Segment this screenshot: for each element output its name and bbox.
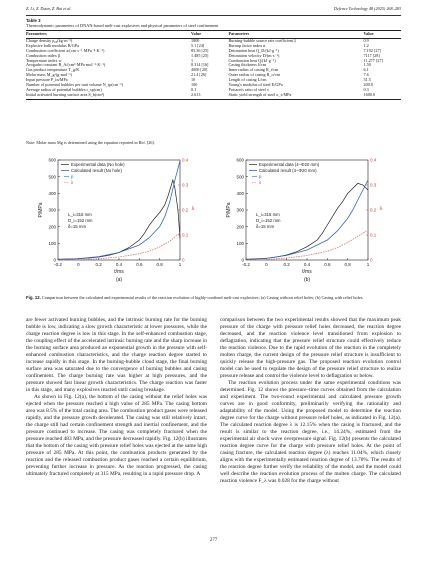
table-cell: Number of potential bubbles per unit volume N_sp(cm⁻³) (26, 82, 123, 88)
table-cell: 31.5 (363, 77, 371, 83)
y-tick-label: 600 (48, 157, 56, 163)
figure-caption (26, 295, 401, 300)
y-tick-label: 500 (48, 174, 56, 180)
x-tick-label: 1 (366, 262, 370, 267)
legend-entry: p (259, 174, 262, 179)
legend-entry: Calculated result (4−Φ20 mm) (259, 168, 317, 173)
panel-label: (b) (303, 277, 311, 283)
x-tick-label: 0.4 (303, 262, 311, 267)
table-caption (26, 18, 401, 28)
table-cell: Temperature index w (26, 57, 62, 63)
param-annotation: D_i=152 mm (68, 218, 93, 223)
y2-tick-label: 0.1 (182, 232, 189, 238)
y-tick-label: 300 (48, 207, 56, 213)
page-number: 277 (209, 538, 218, 543)
x-axis-label: t/ms (302, 269, 312, 275)
table-cell: Burning-bubble source rate coefficient ξ (228, 37, 297, 43)
table-cell: Young's modulus of steel E/GPa (228, 82, 283, 88)
table-cell: Combustion coefficient a/(cm·s⁻¹·MPa⁻ᵝ·K⁻¹) (26, 47, 105, 53)
table-cell: Charge density ρ₀₀(kg·m⁻³) (26, 37, 73, 43)
table-cell: 7117 [28] (363, 52, 380, 58)
x-tick-label: 0.6 (324, 262, 331, 267)
header-journal: Defence Technology 48 (2025) 268–283 (333, 6, 401, 11)
y2-tick-label: 0.2 (182, 207, 189, 213)
col-header: Value (364, 31, 402, 39)
figure-caption-text: Comparison between the calculated and experimental results of the reaction evolution of highly-confined melt-cast explosives: (a) Casing without relief holes; (b) Casing with relief holes. (41, 295, 364, 300)
y2-axis-label: λ (379, 206, 383, 212)
table-cell: 0.3 (363, 86, 369, 92)
table-cell: 0.9 (363, 37, 369, 43)
x-tick-label: 0 (265, 262, 268, 267)
paragraph: comparison between the two experimental results showed that the maximum peak pressure of the charge with pressure relief holes decreased, the reaction degree decreased, and the reaction violence level transitioned from explosion to deflagration, indicating that the pressure relief structure could effectively reduce the reaction violence. Due to the rapid evolution of the reaction in the completely molten charge, the current design of the pressure relief structure is insufficient to quickly release the high-pressure gas. The proposed reaction evolution control model can be used to regulate the design of the pressure relief structure to realize pressure release and control the violence level to deflagration or below. (220, 317, 401, 380)
table-cell: 4000 [20] (191, 67, 208, 73)
panel-label: (a) (115, 277, 123, 283)
table-cell: 1600.0 (364, 93, 402, 99)
table-cell: 7.192 [27] (363, 47, 381, 53)
lambda-curve (246, 230, 368, 260)
x-tick-label: 0.8 (344, 262, 351, 267)
legend-entry: Experimental data (No hole) (71, 162, 125, 167)
y-axis-label: P/MPa (38, 202, 44, 218)
param-annotation: D_i=152 mm (256, 218, 281, 223)
table-note: Note: Molar mass Mg is determined using the equation reported in Ref. [26]. (26, 140, 155, 145)
table-cell: 6.1 (363, 67, 369, 73)
y-tick-label: 100 (48, 240, 56, 246)
table-cell: 100 (191, 82, 198, 88)
legend-entry: λ (71, 180, 74, 185)
x-tick-label: 0.2 (283, 262, 290, 267)
table-cell: Inner radius of casing R_i/cm (228, 67, 279, 73)
paragraph: As shown in Fig. 12(a), the bottom of the casing without the relief holes was ejected when the pressure reached a high value of 285 MPa. The casing bottom area was 8.5% of the total casing area. The combustion product gases were released rapidly, and the pressure growth decelerated. The casing was still relatively intact, the charge still had certain confinement strength and inertial confinement, and the pressure continued to increase. The casing was completely fractured when the pressure reached 483 MPa, and the pressure decreased rapidly. Fig. 12(b) illustrates that the bottom of the casing with pressure relief holes was ejected at the same high pressure of 285 MPa. At this point, the combustion products generated by the reaction and the released combustion product gases reached a certain equilibrium, preventing further increase in pressure. As the reaction progressed, the casing ultimately fractured completely at 315 MPa, resulting in a rapid pressure drop. A (26, 394, 207, 478)
plot-frame (246, 160, 368, 260)
running-header (26, 6, 401, 14)
x-tick-label: -0.2 (242, 262, 250, 267)
figure-12 (26, 152, 401, 292)
calculated-curve (58, 161, 180, 260)
table-cell: 21.4 [26] (191, 72, 207, 78)
body-column-right (220, 317, 401, 485)
y-tick-label: 100 (236, 240, 244, 246)
paragraph: The reaction evolution process under the same experimental conditions was determined. Fig. 12 shows the pressure–time curves obtained from the calculation and experiment. The two-round experimental and calculated pressure growth curves are in good conformity, preliminarily verifying the rationality and adaptability of the model. Using the proposed model to determine the reaction degree curve for the charge without pressure relief holes, as indicated in Fig. 12(a). The calculated reaction degree λ is 12.15% when the casing is fractured, and the result is similar to the reaction degree, i.e., 14.24%, estimated from the experimental air shock wave overpressure signal. Fig. 12(b) presents the calculated reaction degree curve for the charge with pressure relief holes. At the point of casing fracture, the calculated reaction degree (λ) reaches 11.04%, which closely aligns with the experimentally estimated reaction degree of 13.70%. The results of the reaction degree further verify the reliability of the model, and the model could well describe the reaction evolution process of the molten charge. The calculated reaction violence F_λ was 0.028 for the charge without (220, 380, 401, 485)
table-cell: Detonation velocity D/(m·s⁻¹) (228, 52, 280, 58)
y2-tick-label: 0.2 (370, 207, 377, 213)
table-row (26, 93, 401, 99)
table-cell: Outer radius of casing R_o/cm (228, 72, 280, 78)
table-caption-text: Thermodynamic parameters of DNAN-based melt-cast explosives and physical parameters of steel confinement (26, 23, 219, 29)
header-rule (26, 15, 401, 16)
table-cell: 2.613 (191, 93, 229, 99)
table-cell: 1.50 (363, 62, 371, 68)
table-cell: 11.277 [27] (363, 57, 383, 63)
x-axis-label: t/ms (114, 269, 124, 275)
paragraph: are fewer activated burning bubbles, and the intrinsic burning rate for the burning bubble is low, indicating a slow growth characteristic at lower pressures, while the charge reaction degree is low in this stage. In the self-enhanced combustion stage, the coupling effect of the accelerated intrinsic burning rate and the sharp increase in the burning surface area produced an exponential growth in the pressure with self-enhanced combustion characteristics, and the charge reaction degree started to increase rapidly in this stage. In the burning-bubble cloud stage, the final burning surface area was saturated due to the convergence of burning bubbles and casing confinement. The charge burning rate was higher at high pressures, and the pressure showed fast linear growth characteristics. The charge reaction was faster in this stage, and many explosives reacted until casing breakage. (26, 317, 207, 394)
y-tick-label: 200 (48, 224, 56, 230)
table-cell: 0.1 (191, 86, 197, 92)
table-cell: Combustion index β (26, 52, 61, 58)
y-tick-label: 200 (236, 224, 244, 230)
table-cell: 8.314 [16] (191, 62, 209, 68)
y2-axis-label: λ (191, 206, 195, 212)
x-tick-label: 0.4 (115, 262, 123, 267)
y-tick-label: 400 (48, 190, 56, 196)
legend-entry: p (71, 174, 74, 179)
param-annotation: L_i=315 mm (68, 212, 92, 217)
table-cell: Average radius of potential bubbles r_sp(cm) (26, 86, 102, 92)
table-cell: Explosive bulk modulus B/GPa (26, 42, 79, 48)
table-cell: Initial activated burning surface area S_b(cm²) (26, 93, 191, 99)
table-cell: 1800 (191, 37, 200, 43)
table-cell: Gas product temperature T_g/K (26, 67, 80, 73)
x-tick-label: 0 (77, 262, 80, 267)
x-tick-label: 0.6 (136, 262, 143, 267)
col-header: Parameters (229, 31, 364, 39)
table-cell: 200.0 (363, 82, 373, 88)
table-cell: 1.485 [25] (191, 52, 209, 58)
table-cell: Molar mass M_g/(g·mol⁻¹) (26, 72, 73, 78)
table-cell: Burnup factor index n (228, 42, 266, 48)
x-tick-label: 0.2 (95, 262, 102, 267)
table-cell: 7.6 (363, 72, 369, 78)
table-cell: Detonation heat Q_D/(kJ·g⁻¹) (228, 47, 279, 53)
table-caption-label: Table 3 (26, 18, 41, 23)
table-cell: Static yield strength of steel σ_s/MPa (229, 93, 364, 99)
table-cell: 1.2 (363, 42, 369, 48)
col-header: Parameters (26, 31, 191, 39)
legend-entry: Calculated result (No hole) (71, 168, 122, 173)
y2-tick-label: 0.4 (370, 157, 377, 163)
y2-tick-label: 0.1 (370, 232, 377, 238)
table-cell: 1 (191, 57, 194, 63)
table-cell: 5.1 [24] (191, 42, 205, 48)
y-tick-label: 300 (236, 207, 244, 213)
legend-entry: λ (259, 180, 262, 185)
header-authors: Z. Li, Z. Duan, Z. Bai et al. (26, 6, 72, 11)
y-tick-label: 0 (241, 257, 244, 263)
y-axis-label: P/MPa (226, 202, 232, 218)
param-annotation: δ=15 mm (256, 224, 275, 229)
lambda-curve (58, 233, 180, 261)
table-cell: Poisson's ratio of steel v (228, 86, 270, 92)
table-cell: Combustion heat Q/(kJ·g⁻¹) (228, 57, 276, 63)
table-cell: Avogadro constant R_A/(cm³·MPa·mol⁻¹·K⁻¹) (26, 62, 106, 68)
table-cell: Casing thickness δ/cm (228, 62, 267, 68)
y2-tick-label: 0 (182, 257, 185, 263)
param-annotation: L_i=315 mm (256, 212, 280, 217)
y2-tick-label: 0.3 (370, 182, 377, 188)
y-tick-label: 0 (53, 257, 56, 263)
y-tick-label: 600 (236, 157, 244, 163)
body-column-left (26, 317, 207, 478)
table-cell: Length of casing L/cm (228, 77, 267, 83)
x-tick-label: 1 (178, 262, 182, 267)
col-header: Value (191, 31, 229, 39)
table-header-row (26, 31, 401, 39)
figure-12-svg (26, 152, 401, 292)
legend-entry: Experimental data (4−Φ20 mm) (259, 162, 320, 167)
y-tick-label: 500 (236, 174, 244, 180)
x-tick-label: 0.8 (156, 262, 163, 267)
y-tick-label: 400 (236, 190, 244, 196)
x-tick-label: -0.2 (54, 262, 62, 267)
table-cell: 85.36 [25] (191, 47, 209, 53)
figure-caption-label: Fig. 12. (26, 295, 41, 300)
y2-tick-label: 0 (370, 257, 373, 263)
param-annotation: δ=15 mm (68, 224, 87, 229)
parameters-table (26, 30, 401, 100)
table-cell: 10 (191, 77, 196, 83)
y2-tick-label: 0.4 (182, 157, 189, 163)
y2-tick-label: 0.3 (182, 182, 189, 188)
table-cell: Input pressure P_in/MPa (26, 77, 68, 83)
